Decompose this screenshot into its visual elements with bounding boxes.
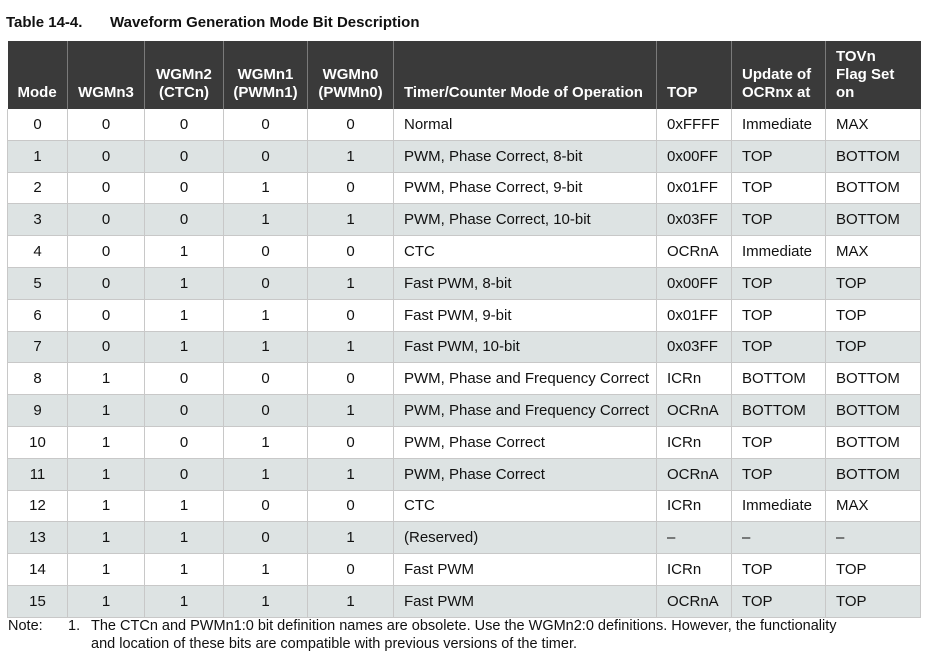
cell-mode-of-operation: Fast PWM, 8-bit xyxy=(394,267,657,299)
cell-wgm1: 0 xyxy=(224,236,308,268)
cell-wgm0: 0 xyxy=(308,172,394,204)
header-update-ocr: Update of OCRnx at xyxy=(732,41,826,109)
cell-wgm3: 1 xyxy=(68,490,145,522)
cell-wgm1: 0 xyxy=(224,490,308,522)
cell-update-ocr: Immediate xyxy=(732,236,826,268)
cell-mode-of-operation: PWM, Phase and Frequency Correct xyxy=(394,395,657,427)
cell-wgm1: 0 xyxy=(224,363,308,395)
cell-update-ocr: TOP xyxy=(732,554,826,586)
cell-mode-of-operation: PWM, Phase and Frequency Correct xyxy=(394,363,657,395)
table-row xyxy=(8,204,921,236)
cell-wgm0: 0 xyxy=(308,490,394,522)
cell-tov-flag: TOP xyxy=(826,585,921,617)
cell-tov-flag: TOP xyxy=(826,267,921,299)
cell-mode-of-operation: Normal xyxy=(394,109,657,140)
header-wgm2: WGMn2 (CTCn) xyxy=(145,41,224,109)
cell-wgm2: 0 xyxy=(145,109,224,140)
table-row xyxy=(8,236,921,268)
cell-mode-of-operation: Fast PWM xyxy=(394,585,657,617)
cell-wgm1: 0 xyxy=(224,522,308,554)
cell-mode-of-operation: PWM, Phase Correct xyxy=(394,426,657,458)
cell-wgm1: 1 xyxy=(224,331,308,363)
cell-wgm1: 1 xyxy=(224,426,308,458)
cell-top: 0x03FF xyxy=(657,204,732,236)
cell-tov-flag: MAX xyxy=(826,236,921,268)
cell-update-ocr: TOP xyxy=(732,140,826,172)
table-row xyxy=(8,172,921,204)
cell-wgm2: 0 xyxy=(145,172,224,204)
cell-wgm3: 0 xyxy=(68,299,145,331)
table-row xyxy=(8,426,921,458)
table-header xyxy=(8,41,921,109)
cell-wgm2: 1 xyxy=(145,490,224,522)
cell-wgm3: 1 xyxy=(68,522,145,554)
cell-top: 0x01FF xyxy=(657,299,732,331)
cell-wgm0: 1 xyxy=(308,395,394,427)
cell-tov-flag: MAX xyxy=(826,490,921,522)
cell-tov-flag: BOTTOM xyxy=(826,140,921,172)
cell-tov-flag: BOTTOM xyxy=(826,204,921,236)
cell-top: ICRn xyxy=(657,426,732,458)
cell-wgm2: 0 xyxy=(145,140,224,172)
cell-top: OCRnA xyxy=(657,585,732,617)
cell-top: OCRnA xyxy=(657,395,732,427)
cell-update-ocr: Immediate xyxy=(732,490,826,522)
note-line: and location of these bits are compatible with previous versions of the timer. xyxy=(91,636,578,652)
header-row xyxy=(8,41,921,109)
cell-wgm3: 1 xyxy=(68,585,145,617)
cell-update-ocr: TOP xyxy=(732,458,826,490)
cell-wgm1: 0 xyxy=(224,395,308,427)
cell-mode-of-operation: (Reserved) xyxy=(394,522,657,554)
note-index: 1. xyxy=(68,618,81,634)
cell-tov-flag: BOTTOM xyxy=(826,426,921,458)
cell-mode-of-operation: Fast PWM xyxy=(394,554,657,586)
note-text xyxy=(91,617,911,653)
header-tov-flag: TOVn Flag Set on xyxy=(826,41,921,109)
cell-wgm0: 1 xyxy=(308,204,394,236)
cell-mode: 11 xyxy=(8,458,68,490)
cell-mode: 1 xyxy=(8,140,68,172)
cell-mode-of-operation: CTC xyxy=(394,236,657,268)
cell-wgm0: 0 xyxy=(308,109,394,140)
table-body xyxy=(8,109,921,617)
cell-top: 0x00FF xyxy=(657,140,732,172)
cell-top: ICRn xyxy=(657,554,732,586)
table-row xyxy=(8,299,921,331)
cell-update-ocr: Immediate xyxy=(732,109,826,140)
cell-wgm2: 1 xyxy=(145,267,224,299)
cell-wgm3: 1 xyxy=(68,458,145,490)
cell-update-ocr: TOP xyxy=(732,204,826,236)
cell-wgm3: 0 xyxy=(68,140,145,172)
table-title: Waveform Generation Mode Bit Description xyxy=(110,14,420,31)
cell-wgm2: 1 xyxy=(145,585,224,617)
cell-top: 0x03FF xyxy=(657,331,732,363)
cell-wgm0: 1 xyxy=(308,267,394,299)
table-row xyxy=(8,331,921,363)
cell-tov-flag: BOTTOM xyxy=(826,395,921,427)
cell-wgm2: 1 xyxy=(145,522,224,554)
cell-wgm1: 0 xyxy=(224,267,308,299)
header-mode: Mode xyxy=(8,41,68,109)
cell-tov-flag: BOTTOM xyxy=(826,172,921,204)
cell-update-ocr: TOP xyxy=(732,331,826,363)
cell-wgm0: 1 xyxy=(308,458,394,490)
table-row xyxy=(8,267,921,299)
cell-tov-flag: MAX xyxy=(826,109,921,140)
cell-wgm2: 1 xyxy=(145,236,224,268)
cell-top: – xyxy=(657,522,732,554)
cell-mode-of-operation: PWM, Phase Correct, 10-bit xyxy=(394,204,657,236)
cell-wgm0: 0 xyxy=(308,299,394,331)
cell-wgm3: 1 xyxy=(68,554,145,586)
header-mode-of-operation: Timer/Counter Mode of Operation xyxy=(394,41,657,109)
cell-top: ICRn xyxy=(657,363,732,395)
cell-tov-flag: BOTTOM xyxy=(826,458,921,490)
table-row xyxy=(8,490,921,522)
cell-mode-of-operation: CTC xyxy=(394,490,657,522)
cell-wgm3: 1 xyxy=(68,426,145,458)
cell-wgm1: 1 xyxy=(224,172,308,204)
cell-mode: 0 xyxy=(8,109,68,140)
cell-wgm3: 0 xyxy=(68,204,145,236)
cell-update-ocr: TOP xyxy=(732,172,826,204)
cell-wgm3: 1 xyxy=(68,363,145,395)
cell-update-ocr: TOP xyxy=(732,299,826,331)
cell-top: ICRn xyxy=(657,490,732,522)
cell-wgm0: 1 xyxy=(308,522,394,554)
cell-wgm1: 1 xyxy=(224,554,308,586)
cell-wgm0: 1 xyxy=(308,140,394,172)
cell-wgm2: 1 xyxy=(145,554,224,586)
table-number: Table 14-4. xyxy=(6,14,83,31)
cell-wgm2: 0 xyxy=(145,426,224,458)
cell-mode-of-operation: PWM, Phase Correct xyxy=(394,458,657,490)
cell-mode: 7 xyxy=(8,331,68,363)
cell-wgm0: 0 xyxy=(308,554,394,586)
cell-mode: 6 xyxy=(8,299,68,331)
waveform-mode-table xyxy=(7,41,921,618)
cell-wgm2: 0 xyxy=(145,204,224,236)
table-row xyxy=(8,554,921,586)
cell-tov-flag: TOP xyxy=(826,299,921,331)
header-wgm0: WGMn0 (PWMn0) xyxy=(308,41,394,109)
cell-mode: 3 xyxy=(8,204,68,236)
header-wgm3: WGMn3 xyxy=(68,41,145,109)
cell-top: OCRnA xyxy=(657,458,732,490)
cell-wgm0: 0 xyxy=(308,363,394,395)
cell-mode-of-operation: Fast PWM, 10-bit xyxy=(394,331,657,363)
note-label: Note: xyxy=(8,618,43,634)
cell-mode: 12 xyxy=(8,490,68,522)
cell-tov-flag: TOP xyxy=(826,554,921,586)
cell-top: 0xFFFF xyxy=(657,109,732,140)
table-row xyxy=(8,140,921,172)
header-wgm1: WGMn1 (PWMn1) xyxy=(224,41,308,109)
cell-wgm3: 1 xyxy=(68,395,145,427)
cell-mode: 14 xyxy=(8,554,68,586)
cell-wgm0: 1 xyxy=(308,585,394,617)
cell-mode-of-operation: Fast PWM, 9-bit xyxy=(394,299,657,331)
table-row xyxy=(8,395,921,427)
cell-wgm1: 1 xyxy=(224,204,308,236)
cell-wgm3: 0 xyxy=(68,109,145,140)
cell-tov-flag: – xyxy=(826,522,921,554)
cell-update-ocr: TOP xyxy=(732,585,826,617)
table-caption xyxy=(6,14,420,31)
cell-wgm0: 0 xyxy=(308,426,394,458)
cell-wgm2: 0 xyxy=(145,458,224,490)
cell-mode: 2 xyxy=(8,172,68,204)
cell-wgm2: 1 xyxy=(145,299,224,331)
cell-wgm0: 0 xyxy=(308,236,394,268)
cell-wgm3: 0 xyxy=(68,172,145,204)
cell-mode: 5 xyxy=(8,267,68,299)
table-row xyxy=(8,109,921,140)
table-row xyxy=(8,458,921,490)
cell-wgm2: 0 xyxy=(145,363,224,395)
cell-wgm0: 1 xyxy=(308,331,394,363)
header-top: TOP xyxy=(657,41,732,109)
cell-tov-flag: BOTTOM xyxy=(826,363,921,395)
table-row xyxy=(8,522,921,554)
cell-tov-flag: TOP xyxy=(826,331,921,363)
cell-update-ocr: BOTTOM xyxy=(732,363,826,395)
cell-wgm1: 1 xyxy=(224,458,308,490)
table-row xyxy=(8,363,921,395)
cell-update-ocr: – xyxy=(732,522,826,554)
cell-wgm1: 0 xyxy=(224,140,308,172)
cell-update-ocr: TOP xyxy=(732,267,826,299)
cell-mode-of-operation: PWM, Phase Correct, 9-bit xyxy=(394,172,657,204)
cell-mode: 4 xyxy=(8,236,68,268)
cell-wgm1: 0 xyxy=(224,109,308,140)
cell-mode-of-operation: PWM, Phase Correct, 8-bit xyxy=(394,140,657,172)
cell-wgm3: 0 xyxy=(68,331,145,363)
cell-mode: 9 xyxy=(8,395,68,427)
table-row xyxy=(8,585,921,617)
cell-wgm3: 0 xyxy=(68,236,145,268)
cell-mode: 13 xyxy=(8,522,68,554)
cell-wgm2: 0 xyxy=(145,395,224,427)
cell-update-ocr: TOP xyxy=(732,426,826,458)
cell-top: 0x00FF xyxy=(657,267,732,299)
cell-top: 0x01FF xyxy=(657,172,732,204)
cell-mode: 8 xyxy=(8,363,68,395)
cell-mode: 10 xyxy=(8,426,68,458)
cell-wgm1: 1 xyxy=(224,585,308,617)
cell-wgm1: 1 xyxy=(224,299,308,331)
note-line: The CTCn and PWMn1:0 bit definition names are obsolete. Use the WGMn2:0 definitions. However, the functionality xyxy=(91,618,837,634)
cell-update-ocr: BOTTOM xyxy=(732,395,826,427)
cell-wgm3: 0 xyxy=(68,267,145,299)
cell-mode: 15 xyxy=(8,585,68,617)
cell-top: OCRnA xyxy=(657,236,732,268)
cell-wgm2: 1 xyxy=(145,331,224,363)
